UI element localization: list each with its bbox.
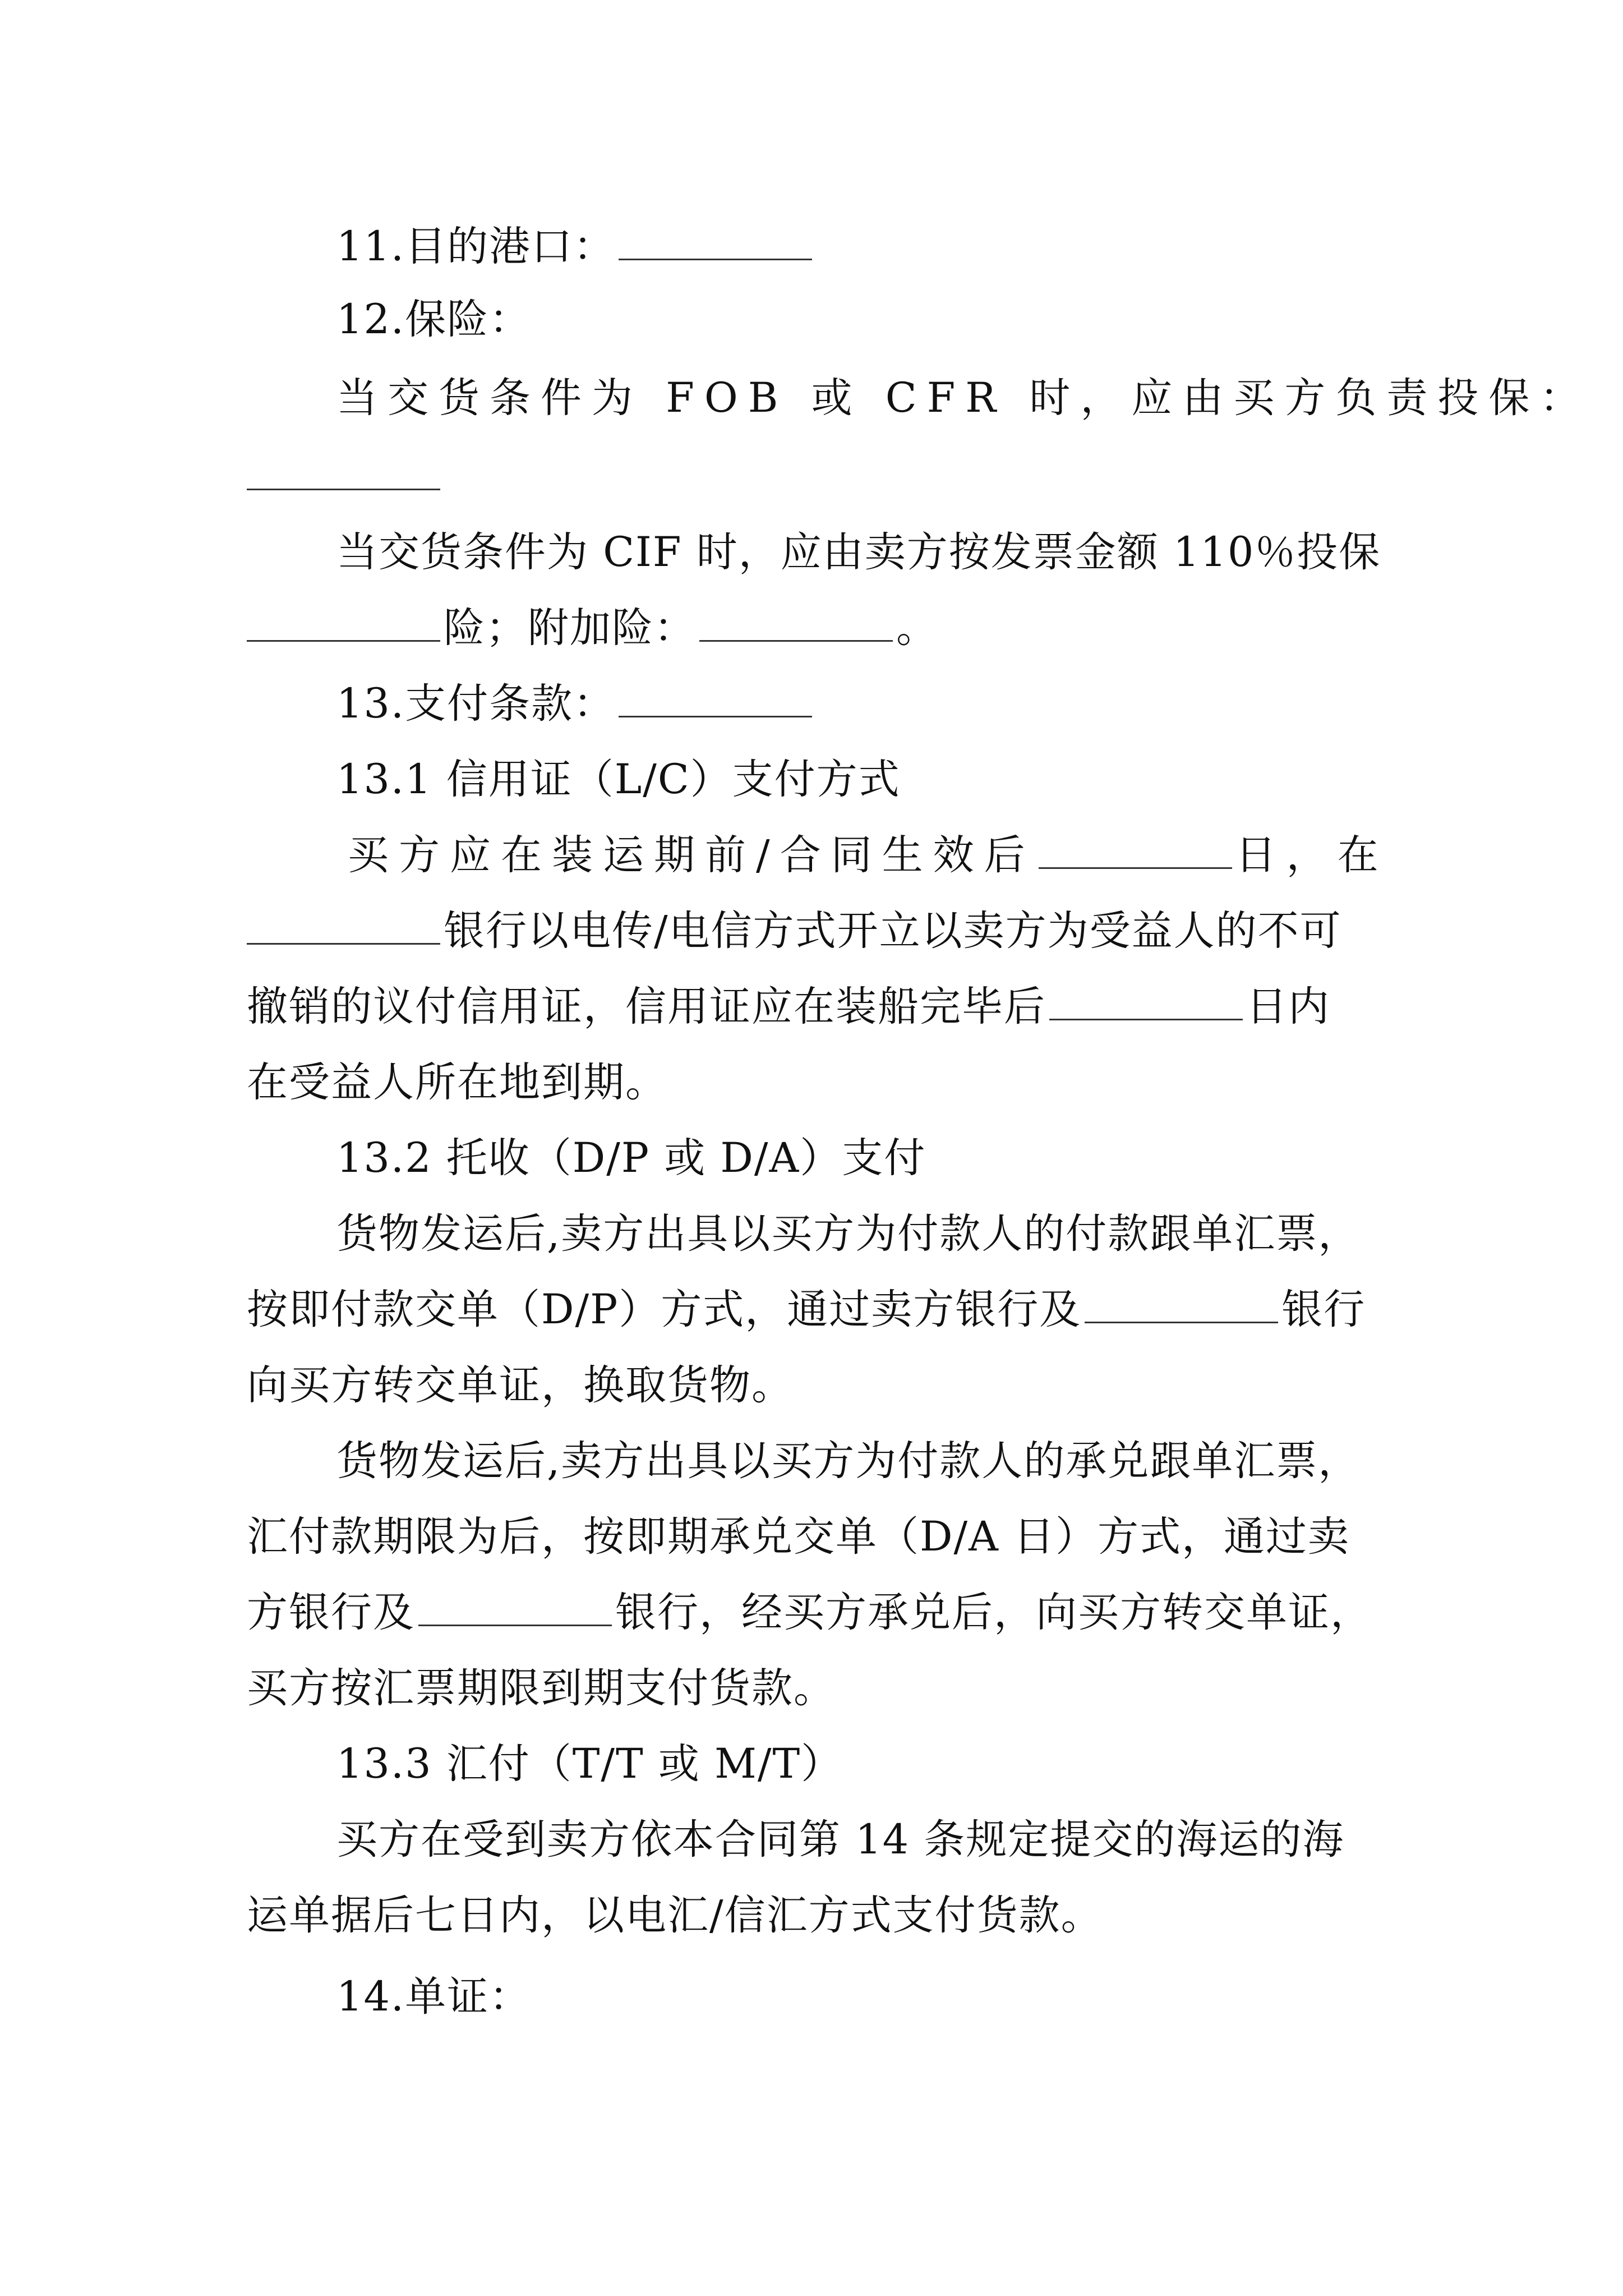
fob-insurance-blank [247, 454, 440, 490]
clause-11-label: 11.目的港口： [336, 223, 616, 270]
clause-13-2-line6-text: 方银行及 [247, 1589, 415, 1636]
clause-13-2-line6-end: 银行，经买方承兑后，向买方转交单证， [615, 1589, 1372, 1636]
clause-13-3-line2: 运单据后七日内，以电汇/信汇方式支付货款。 [247, 1892, 1103, 1939]
clause-13-2-line3: 向买方转交单证，换取货物。 [247, 1361, 794, 1409]
additional-insurance-blank [699, 605, 893, 642]
lc-expiry-days-blank [1049, 984, 1243, 1020]
clause-13-2-heading: 13.2 托收（D/P 或 D/A）支付 [336, 1134, 926, 1182]
clause-13-1-line2-text: 银行以电传/电信方式开立以卖方为受益人的不可 [444, 907, 1342, 955]
clause-12-cif-line2 [247, 600, 1391, 656]
clause-13-3-line1: 买方在受到卖方依本合同第 14 条规定提交的海运的海 [336, 1816, 1345, 1864]
payment-terms-blank [619, 681, 812, 717]
dp-bank-blank [1085, 1287, 1278, 1323]
clause-12-fob-blank-line [247, 449, 1391, 505]
main-insurance-blank [247, 605, 440, 642]
clause-12-fob-text: 当交货条件为 FOB 或 CFR 时，应由买方负责投保： [336, 374, 1591, 422]
clause-12-cif-text: 当交货条件为 CIF 时，应由卖方按发票金额 110％投保 [336, 528, 1381, 576]
clause-12-cif-addl-label: 险；附加险： [444, 604, 696, 652]
clause-13-1-line1 [348, 827, 1402, 884]
clause-13-2-line5: 汇付款期限为后，按即期承兑交单（D/A 日）方式，通过卖 [247, 1513, 1350, 1561]
clause-13-2-line7: 买方按汇票期限到期支付货款。 [247, 1664, 836, 1712]
lc-bank-blank [247, 908, 440, 945]
clause-13-1-line1-text: 买方应在装运期前/合同生效后 [348, 831, 1035, 879]
clause-13-1-line4: 在受益人所在地到期。 [247, 1059, 667, 1106]
clause-13-2-line1: 货物发运后,卖方出具以买方为付款人的付款跟单汇票， [336, 1210, 1361, 1258]
clause-13-label: 13.支付条款： [336, 680, 616, 728]
clause-13-1-line2 [247, 903, 1391, 959]
clause-13-1-heading: 13.1 信用证（L/C）支付方式 [336, 756, 901, 803]
clause-13-2-line2 [247, 1282, 1391, 1338]
clause-13 [336, 676, 1391, 732]
clause-13-1-line3-text: 撤销的议付信用证，信用证应在装船完毕后 [247, 983, 1046, 1030]
da-bank-blank [418, 1590, 612, 1626]
clause-12-heading: 12.保险： [336, 296, 532, 343]
clause-13-3-heading: 13.3 汇付（T/T 或 M/T） [336, 1740, 843, 1788]
clause-13-1-line3 [247, 979, 1391, 1035]
destination-port-blank [619, 224, 812, 260]
clause-13-1-line3-end: 日内 [1246, 983, 1330, 1030]
clause-13-2-line4: 货物发运后,卖方出具以买方为付款人的承兑跟单汇票， [336, 1437, 1361, 1485]
clause-14-heading: 14.单证： [336, 1973, 532, 2021]
clause-13-2-line6 [247, 1585, 1391, 1641]
clause-13-2-line2-text: 按即付款交单（D/P）方式，通过卖方银行及 [247, 1286, 1082, 1333]
clause-11 [336, 219, 1391, 275]
lc-days-blank [1039, 832, 1232, 869]
clause-13-1-line1-end: 日，在 [1235, 831, 1389, 879]
clause-12-cif-period: 。 [896, 604, 938, 652]
clause-13-2-line2-end: 银行 [1281, 1286, 1366, 1333]
